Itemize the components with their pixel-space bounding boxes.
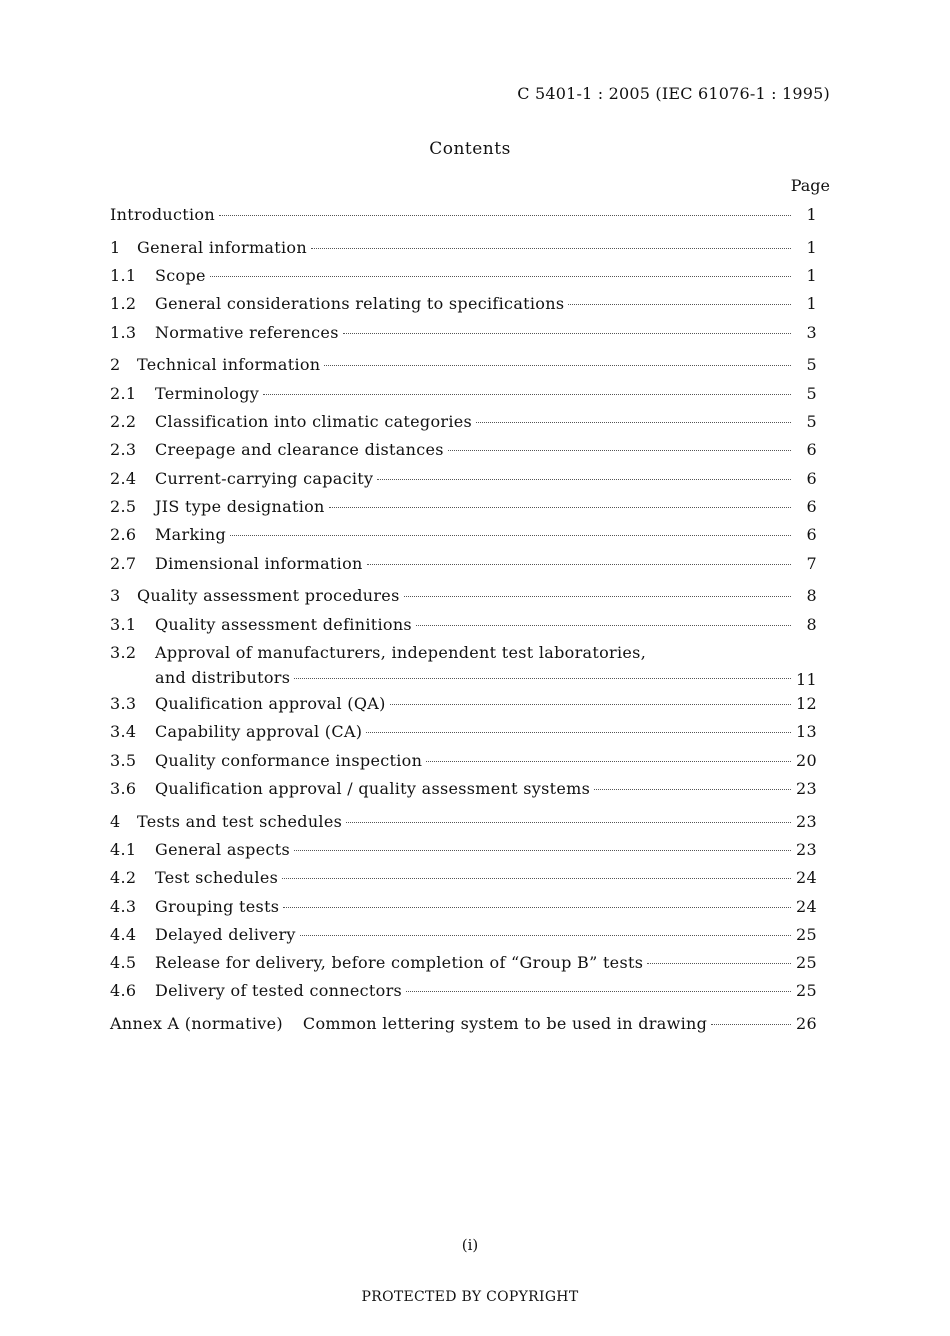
toc-entry-number: 4 <box>110 811 121 831</box>
table-of-contents <box>110 205 817 1043</box>
toc-entry-page: 8 <box>806 614 817 634</box>
toc-entry-page: 6 <box>806 525 817 545</box>
toc-entry-page: 5 <box>806 383 817 403</box>
toc-entry-title: Quality assessment procedures <box>137 586 400 606</box>
toc-entry-page: 1 <box>806 266 817 286</box>
toc-entry-title: Tests and test schedules <box>137 811 343 831</box>
toc-entry-number: 2.5 <box>110 496 137 516</box>
toc-entry-page: 5 <box>806 355 817 375</box>
toc-entry-title: Qualification approval / quality assessment systems <box>155 778 591 798</box>
toc-entry-title: JIS type designation <box>155 496 325 516</box>
toc-entry-page: 1 <box>806 237 817 257</box>
toc-entry-number: 1.2 <box>110 294 137 314</box>
toc-entry-title: Approval of manufacturers, independent test laboratories, <box>155 642 647 662</box>
toc-entry-4-1[interactable] <box>110 840 817 868</box>
toc-entry-page: 13 <box>796 722 817 742</box>
toc-entry-number: 1.3 <box>110 322 137 342</box>
toc-entry-section-1[interactable] <box>110 238 817 266</box>
toc-entry-title: General considerations relating to specifications <box>155 294 565 314</box>
toc-entry-3-5[interactable] <box>110 751 817 779</box>
toc-entry-number: 4.2 <box>110 868 137 888</box>
toc-entry-4-5[interactable] <box>110 953 817 981</box>
toc-entry-page: 24 <box>796 896 817 916</box>
toc-entry-page: 23 <box>796 811 817 831</box>
page-column-header: Page <box>790 176 830 195</box>
toc-entry-2-1[interactable] <box>110 384 817 412</box>
copyright-notice: PROTECTED BY COPYRIGHT <box>361 1289 579 1305</box>
dot-leader <box>294 678 791 679</box>
toc-entry-title: Grouping tests <box>155 896 280 916</box>
toc-entry-title: Marking <box>155 525 227 545</box>
dot-leader <box>300 935 791 936</box>
toc-entry-3-1[interactable] <box>110 615 817 643</box>
toc-entry-page: 12 <box>796 693 817 713</box>
toc-entry-title: General aspects <box>155 839 290 859</box>
toc-entry-number: 3.1 <box>110 614 137 634</box>
dot-leader <box>367 564 791 565</box>
toc-entry-2-5[interactable] <box>110 497 817 525</box>
toc-entry-4-4[interactable] <box>110 925 817 953</box>
toc-entry-page: 6 <box>806 440 817 460</box>
toc-entry-number: 3.2 <box>110 642 137 662</box>
toc-entry-2-6[interactable] <box>110 525 817 553</box>
toc-entry-page: 1 <box>806 294 817 314</box>
toc-entry-title: Current-carrying capacity <box>155 468 374 488</box>
toc-entry-number: 3 <box>110 586 121 606</box>
toc-entry-number: 2.2 <box>110 412 137 432</box>
dot-leader <box>377 479 791 480</box>
toc-entry-2-2[interactable] <box>110 412 817 440</box>
toc-entry-3-4[interactable] <box>110 722 817 750</box>
toc-entry-section-4[interactable] <box>110 812 817 840</box>
toc-entry-title: Delayed delivery <box>155 924 296 944</box>
toc-entry-title: Creepage and clearance distances <box>155 440 444 460</box>
dot-leader <box>210 276 791 277</box>
toc-entry-1-3[interactable] <box>110 323 817 351</box>
dot-leader <box>329 507 791 508</box>
toc-entry-number: 3.5 <box>110 750 137 770</box>
toc-entry-title: Classification into climatic categories <box>155 412 473 432</box>
dot-leader <box>568 304 791 305</box>
toc-entry-2-3[interactable] <box>110 440 817 468</box>
toc-entry-4-3[interactable] <box>110 897 817 925</box>
dot-leader <box>647 963 791 964</box>
dot-leader <box>366 732 791 733</box>
dot-leader <box>263 394 791 395</box>
toc-entry-title: Dimensional information <box>155 553 363 573</box>
dot-leader <box>390 704 791 705</box>
toc-entry-number: 4.4 <box>110 924 137 944</box>
toc-entry-title: Introduction <box>110 205 215 224</box>
toc-entry-page: 24 <box>796 868 817 888</box>
toc-entry-title: Common lettering system to be used in drawing <box>302 1014 708 1034</box>
toc-entry-number: 1 <box>110 237 121 257</box>
dot-leader <box>448 450 791 451</box>
toc-entry-section-2[interactable] <box>110 355 817 383</box>
dot-leader <box>406 991 791 992</box>
toc-entry-title: Technical information <box>137 355 321 375</box>
toc-entry-1-2[interactable] <box>110 294 817 322</box>
dot-leader <box>711 1024 791 1025</box>
toc-entry-section-3[interactable] <box>110 586 817 614</box>
toc-entry-page: 11 <box>796 669 817 689</box>
toc-entry-title: Scope <box>155 266 206 286</box>
toc-entry-title: Qualification approval (QA) <box>155 693 386 713</box>
toc-entry-number: 1.1 <box>110 266 137 286</box>
contents-title: Contents <box>429 139 511 159</box>
toc-entry-title: Test schedules <box>155 868 279 888</box>
toc-entry-title-continued: and distributors <box>155 667 291 687</box>
dot-leader <box>219 215 791 216</box>
toc-entry-page: 1 <box>806 205 817 224</box>
toc-entry-title: Delivery of tested connectors <box>155 981 403 1001</box>
dot-leader <box>282 878 791 879</box>
toc-entry-page: 8 <box>806 586 817 606</box>
toc-entry-title: Quality conformance inspection <box>155 750 423 770</box>
toc-entry-page: 23 <box>796 839 817 859</box>
dot-leader <box>476 422 791 423</box>
toc-entry-number: 2.6 <box>110 525 137 545</box>
toc-entry-number: 3.3 <box>110 693 137 713</box>
toc-entry-introduction[interactable] <box>110 205 817 233</box>
document-identifier: C 5401-1 : 2005 (IEC 61076-1 : 1995) <box>517 84 830 103</box>
toc-entry-title: Normative references <box>155 322 339 342</box>
annex-label: Annex A (normative) <box>110 1014 283 1034</box>
dot-leader <box>311 248 791 249</box>
toc-entry-page: 6 <box>806 496 817 516</box>
toc-entry-number: 3.4 <box>110 722 137 742</box>
page-number: (i) <box>461 1236 479 1254</box>
toc-entry-page: 25 <box>796 924 817 944</box>
toc-entry-page: 23 <box>796 778 817 798</box>
toc-entry-title: Capability approval (CA) <box>155 722 363 742</box>
toc-entry-page: 7 <box>806 553 817 573</box>
toc-entry-title: General information <box>137 237 307 257</box>
toc-entry-number: 2 <box>110 355 121 375</box>
toc-entry-number: 2.7 <box>110 553 137 573</box>
dot-leader <box>416 625 791 626</box>
toc-entry-number: 4.3 <box>110 896 137 916</box>
dot-leader <box>594 789 791 790</box>
toc-entry-3-6[interactable] <box>110 779 817 807</box>
toc-entry-4-2[interactable] <box>110 868 817 896</box>
dot-leader <box>324 365 791 366</box>
toc-entry-1-1[interactable] <box>110 266 817 294</box>
dot-leader <box>343 333 791 334</box>
toc-entry-3-2[interactable] <box>110 643 817 694</box>
toc-entry-number: 4.5 <box>110 953 137 973</box>
toc-entry-page: 6 <box>806 468 817 488</box>
toc-entry-page: 20 <box>796 750 817 770</box>
dot-leader <box>426 761 791 762</box>
dot-leader <box>346 822 791 823</box>
toc-entry-number: 3.6 <box>110 778 137 798</box>
dot-leader <box>294 850 791 851</box>
toc-entry-page: 25 <box>796 953 817 973</box>
toc-entry-title: Release for delivery, before completion of “Group B” tests <box>155 953 644 973</box>
dot-leader <box>404 596 791 597</box>
toc-entry-2-7[interactable] <box>110 554 817 582</box>
toc-entry-number: 2.4 <box>110 468 137 488</box>
toc-entry-number: 4.1 <box>110 839 137 859</box>
toc-entry-4-6[interactable] <box>110 981 817 1009</box>
toc-entry-number: 4.6 <box>110 981 137 1001</box>
toc-entry-page: 25 <box>796 981 817 1001</box>
dot-leader <box>283 907 791 908</box>
toc-entry-title: Quality assessment definitions <box>155 614 412 634</box>
toc-entry-2-4[interactable] <box>110 469 817 497</box>
toc-entry-3-3[interactable] <box>110 694 817 722</box>
toc-entry-page: 26 <box>796 1014 817 1034</box>
dot-leader <box>230 535 791 536</box>
toc-entry-number: 2.1 <box>110 383 137 403</box>
toc-entry-number: 2.3 <box>110 440 137 460</box>
toc-entry-page: 3 <box>806 322 817 342</box>
toc-entry-title: Terminology <box>155 383 260 403</box>
toc-entry-annex-a[interactable] <box>110 1014 817 1042</box>
toc-entry-page: 5 <box>806 412 817 432</box>
